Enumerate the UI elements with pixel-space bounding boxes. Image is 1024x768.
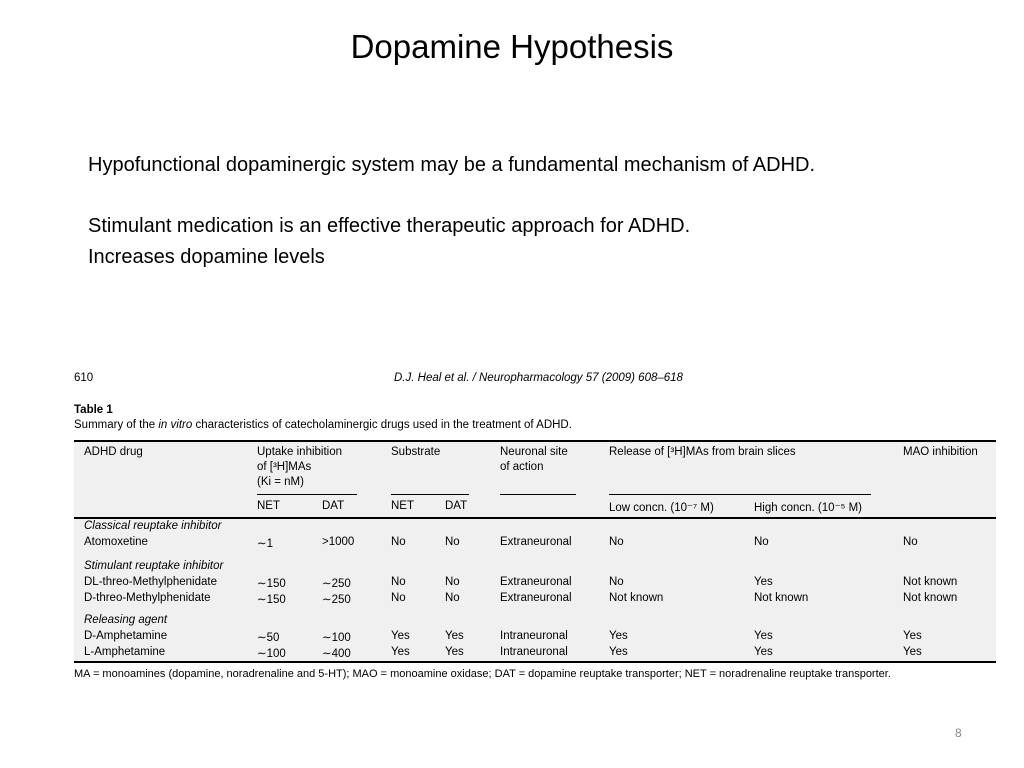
cell-sub-net: Yes (391, 645, 410, 658)
header-low: Low concn. (10⁻⁷ M) (609, 502, 714, 514)
header-drug: ADHD drug (84, 446, 143, 458)
cell-dat: ∼250 (322, 593, 351, 606)
header-uptake-1: Uptake inhibition (257, 446, 343, 458)
caption-text: Summary of the (74, 419, 159, 431)
cell-dat: ∼250 (322, 578, 351, 590)
header-site-1: Neuronal site (500, 446, 568, 458)
cell-mao: Yes (903, 645, 922, 658)
group-heading: Stimulant reuptake inhibitor (84, 560, 224, 572)
cell-low: No (609, 576, 624, 588)
release-rule (609, 494, 871, 495)
data-table (74, 440, 996, 662)
cell-site: Intraneuronal (500, 630, 568, 642)
header-mao: MAO inhibition (903, 446, 978, 458)
bullet-3: Increases dopamine levels (88, 246, 325, 268)
cell-net: ∼150 (257, 578, 286, 590)
table-bottom-rule (74, 661, 996, 663)
header-uptake-2: of [³H]MAs (257, 461, 312, 473)
cell-mao: Not known (903, 576, 958, 588)
header-dat: DAT (322, 500, 345, 512)
header-site-2: of action (500, 461, 544, 473)
cell-sub-net: No (391, 536, 406, 548)
cell-high: Yes (754, 630, 773, 642)
cell-high: Yes (754, 645, 773, 658)
table-label: Table 1 (74, 404, 113, 416)
cell-net: ∼1 (257, 538, 274, 550)
cell-mao: Not known (903, 591, 958, 604)
group-heading: Releasing agent (84, 614, 168, 626)
cell-drug: D-threo-Methylphenidate (84, 591, 211, 604)
cell-site: Extraneuronal (500, 591, 572, 604)
cell-low: No (609, 536, 624, 548)
header-sub-net: NET (391, 500, 414, 512)
cell-mao: Yes (903, 630, 922, 642)
cell-low: Yes (609, 630, 628, 642)
bullet-1: Hypofunctional dopaminergic system may be a fundamental mechanism of ADHD. (88, 154, 816, 176)
cell-low: Yes (609, 645, 628, 658)
cell-sub-dat: Yes (445, 645, 464, 658)
cell-sub-net: Yes (391, 630, 410, 642)
site-rule (500, 494, 576, 495)
citation: D.J. Heal et al. / Neuropharmacology 57 (2009) 608–618 (394, 372, 683, 384)
header-release: Release of [³H]MAs from brain slices (609, 446, 796, 458)
slide-number: 8 (955, 726, 962, 740)
cell-site: Extraneuronal (500, 576, 572, 588)
slide-title: Dopamine Hypothesis (350, 28, 674, 65)
cell-high: Yes (754, 576, 773, 588)
cell-sub-net: No (391, 576, 406, 588)
header-sub-dat: DAT (445, 500, 468, 512)
cell-high: Not known (754, 591, 809, 604)
cell-net: ∼150 (257, 593, 286, 606)
group-heading: Classical reuptake inhibitor (84, 520, 222, 532)
header-net: NET (257, 500, 280, 512)
bullet-2: Stimulant medication is an effective therapeutic approach for ADHD. (88, 215, 691, 237)
caption-text-2: characteristics of catecholaminergic drugs used in the treatment of ADHD. (192, 419, 572, 431)
header-high: High concn. (10⁻⁵ M) (754, 502, 862, 514)
header-uptake-3: (Ki = nM) (257, 476, 304, 488)
cell-drug: Atomoxetine (84, 536, 148, 548)
header-substrate: Substrate (391, 446, 441, 458)
cell-low: Not known (609, 591, 664, 604)
cell-sub-dat: No (445, 536, 460, 548)
cell-sub-dat: No (445, 591, 460, 604)
cell-net: ∼100 (257, 647, 286, 660)
cell-drug: D-Amphetamine (84, 630, 168, 642)
cell-dat: ∼400 (322, 647, 351, 660)
cell-sub-net: No (391, 591, 406, 604)
cell-drug: DL-threo-Methylphenidate (84, 576, 217, 588)
cell-mao: No (903, 536, 918, 548)
journal-page-number: 610 (74, 372, 94, 384)
cell-sub-dat: Yes (445, 630, 464, 642)
header-rule (74, 517, 996, 519)
cell-high: No (754, 536, 769, 548)
table-figure (70, 366, 1000, 686)
cell-sub-dat: No (445, 576, 460, 588)
table-caption (74, 419, 572, 431)
table-footnote: MA = monoamines (dopamine, noradrenaline and 5-HT); MAO = monoamine oxidase; DAT = dopamine reuptake transporter; NET = noradrenaline reuptake transporter. (74, 668, 891, 680)
cell-dat: >1000 (322, 536, 355, 548)
cell-site: Intraneuronal (500, 645, 568, 658)
uptake-rule (257, 494, 357, 495)
caption-italic: in vitro (158, 419, 193, 431)
cell-site: Extraneuronal (500, 536, 572, 548)
table-top-rule (74, 440, 996, 442)
cell-drug: L-Amphetamine (84, 645, 166, 658)
cell-dat: ∼100 (322, 632, 351, 644)
cell-net: ∼50 (257, 632, 280, 644)
substrate-rule (391, 494, 469, 495)
